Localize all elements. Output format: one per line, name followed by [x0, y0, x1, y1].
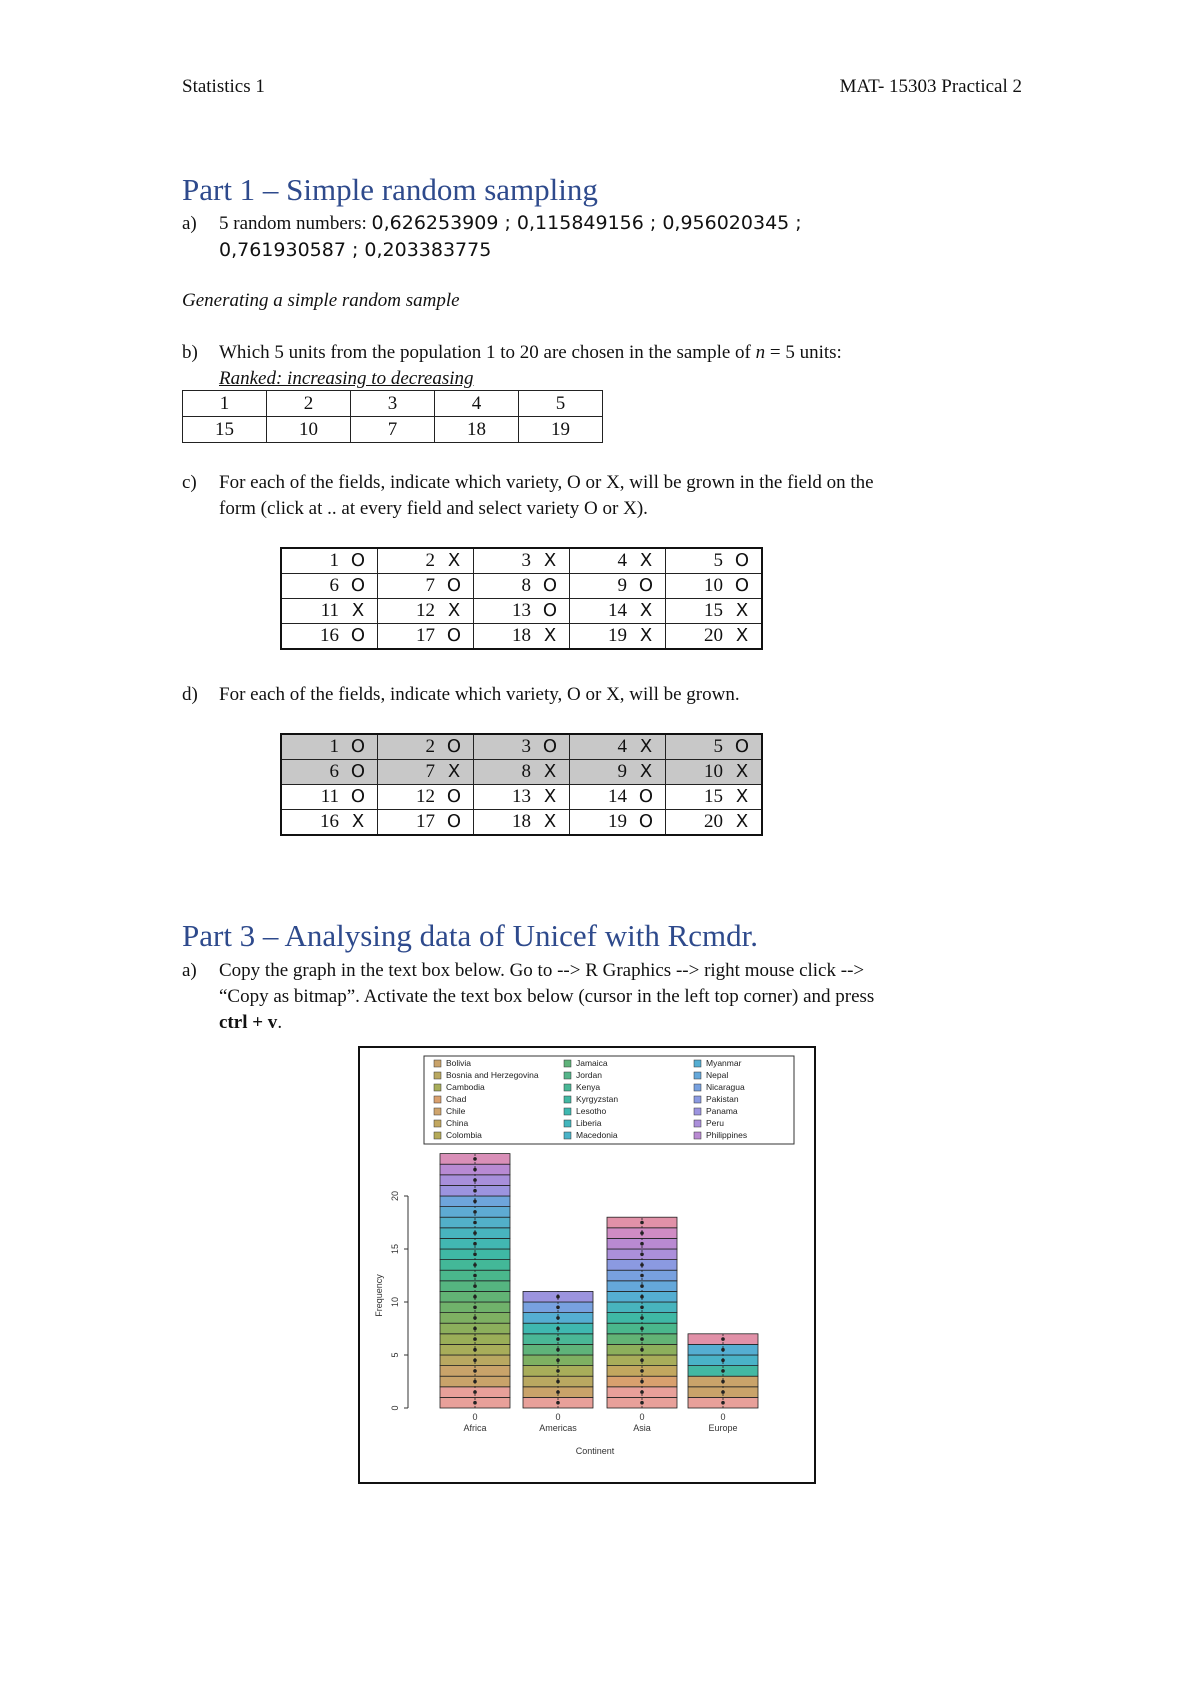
legend-entry: Myanmar — [706, 1058, 742, 1068]
field-number: 3 — [521, 550, 531, 571]
field-cell[interactable] — [570, 574, 666, 599]
rank-cell: 1 — [183, 391, 267, 417]
field-cell[interactable] — [666, 760, 763, 785]
field-number: 2 — [425, 550, 435, 571]
field-variety: X — [447, 600, 461, 621]
ranked-caption: Ranked: increasing to decreasing — [219, 368, 474, 389]
field-number: 2 — [425, 736, 435, 757]
field-variety: X — [735, 625, 749, 646]
category-zero-label: 0 — [555, 1412, 561, 1422]
field-variety: O — [446, 736, 462, 757]
field-number: 15 — [704, 600, 723, 621]
subheading: Generating a simple random sample — [182, 290, 460, 311]
item-d-text: For each of the fields, indicate which variety, O or X, will be grown. — [219, 684, 740, 705]
random-numbers-line1: 0,626253909 ; 0,115849156 ; 0,956020345 ; — [371, 212, 802, 234]
legend-entry: China — [446, 1118, 469, 1128]
legend-entry: Lesotho — [576, 1106, 607, 1116]
legend-swatch — [694, 1120, 701, 1127]
field-cell[interactable] — [378, 785, 474, 810]
field-variety: O — [542, 600, 558, 621]
legend-entry: Bolivia — [446, 1058, 472, 1068]
legend-swatch — [434, 1072, 441, 1079]
field-variety: O — [446, 575, 462, 596]
legend-swatch — [694, 1084, 701, 1091]
item-a-label: a) — [182, 213, 197, 234]
field-cell[interactable] — [474, 574, 570, 599]
grid-row — [281, 548, 762, 574]
item-b-n: n — [755, 342, 766, 363]
field-cell[interactable] — [474, 810, 570, 836]
field-cell[interactable] — [666, 810, 763, 836]
field-number: 19 — [608, 625, 627, 646]
legend-entry: Chile — [446, 1106, 466, 1116]
legend-swatch — [564, 1120, 571, 1127]
item-c-line1: For each of the fields, indicate which variety, O or X, will be grown in the field on the — [219, 472, 874, 493]
field-number: 5 — [713, 550, 723, 571]
field-cell[interactable] — [570, 624, 666, 650]
field-cell[interactable] — [281, 734, 378, 760]
random-numbers-line2: 0,761930587 ; 0,203383775 — [219, 239, 492, 261]
item-c-label: c) — [182, 472, 197, 493]
item-d — [182, 682, 740, 708]
field-variety: O — [350, 550, 366, 571]
legend-swatch — [434, 1108, 441, 1115]
field-variety: O — [446, 786, 462, 807]
field-cell[interactable] — [570, 599, 666, 624]
field-cell[interactable] — [666, 785, 763, 810]
part3-title: Part 3 – Analysing data of Unicef with Rcmdr. — [182, 918, 758, 953]
field-cell[interactable] — [666, 574, 763, 599]
legend-swatch — [694, 1096, 701, 1103]
bar-chart — [360, 1048, 814, 1482]
field-variety: X — [639, 761, 653, 782]
legend-entry: Cambodia — [446, 1082, 485, 1092]
field-number: 20 — [704, 625, 723, 646]
legend-swatch — [564, 1096, 571, 1103]
field-variety: O — [350, 761, 366, 782]
legend-swatch — [564, 1132, 571, 1139]
rank-cell: 2 — [267, 391, 351, 417]
header-left: Statistics 1 — [182, 76, 265, 97]
field-cell[interactable] — [378, 599, 474, 624]
field-variety: O — [350, 786, 366, 807]
field-number: 1 — [329, 736, 339, 757]
y-tick-label: 15 — [390, 1243, 400, 1255]
legend-swatch — [434, 1060, 441, 1067]
field-variety: X — [639, 600, 653, 621]
field-number: 7 — [425, 575, 435, 596]
field-cell[interactable] — [378, 734, 474, 760]
field-variety: O — [734, 550, 750, 571]
grid-row — [281, 574, 762, 599]
field-number: 16 — [320, 625, 339, 646]
field-number: 15 — [704, 786, 723, 807]
field-variety: O — [638, 811, 654, 832]
field-variety: O — [734, 736, 750, 757]
field-cell[interactable] — [474, 599, 570, 624]
field-cell[interactable] — [474, 760, 570, 785]
grid-row — [281, 810, 762, 836]
legend-swatch — [564, 1084, 571, 1091]
grid-row — [281, 624, 762, 650]
field-cell[interactable] — [570, 760, 666, 785]
legend-entry: Nepal — [706, 1070, 729, 1080]
field-cell[interactable] — [570, 734, 666, 760]
field-variety: X — [735, 761, 749, 782]
field-cell[interactable] — [281, 785, 378, 810]
item-b-label: b) — [182, 342, 198, 363]
field-number: 5 — [713, 736, 723, 757]
item-b-text-pre: Which 5 units from the population 1 to 20 are chosen in the sample of — [219, 342, 756, 363]
category-zero-label: 0 — [472, 1412, 478, 1422]
grid-row — [281, 785, 762, 810]
legend-swatch — [694, 1072, 701, 1079]
field-cell[interactable] — [378, 548, 474, 574]
part1-title: Part 1 – Simple random sampling — [182, 172, 598, 207]
field-number: 10 — [704, 761, 723, 782]
field-variety: X — [543, 550, 557, 571]
field-number: 8 — [521, 575, 531, 596]
x-tick-label: Americas — [539, 1423, 577, 1433]
part3-a-shortcut: ctrl + v — [219, 1012, 278, 1033]
legend-entry: Colombia — [446, 1130, 482, 1140]
rank-cell: 4 — [435, 391, 519, 417]
item-b — [182, 340, 842, 392]
field-variety: X — [351, 811, 365, 832]
legend-swatch — [694, 1108, 701, 1115]
field-cell[interactable] — [378, 624, 474, 650]
field-variety: X — [639, 736, 653, 757]
category-zero-label: 0 — [720, 1412, 726, 1422]
field-variety: O — [638, 786, 654, 807]
field-variety: O — [350, 736, 366, 757]
part3-a-line2: “Copy as bitmap”. Activate the text box below (cursor in the left top corner) and press — [219, 986, 875, 1007]
legend-entry: Kenya — [576, 1082, 601, 1092]
y-axis-label: Frequency — [374, 1274, 384, 1317]
legend-swatch — [694, 1060, 701, 1067]
rank-cell: 5 — [519, 391, 603, 417]
field-number: 13 — [512, 786, 531, 807]
field-number: 14 — [608, 786, 627, 807]
rank-row — [183, 391, 603, 417]
field-number: 17 — [416, 625, 435, 646]
field-number: 16 — [320, 811, 339, 832]
field-cell[interactable] — [378, 810, 474, 836]
grid-row — [281, 760, 762, 785]
field-cell[interactable] — [570, 810, 666, 836]
field-variety: O — [350, 625, 366, 646]
legend-swatch — [434, 1084, 441, 1091]
y-tick-label: 10 — [390, 1296, 400, 1308]
legend-entry: Pakistan — [706, 1094, 739, 1104]
y-tick-label: 5 — [390, 1352, 400, 1358]
legend-entry: Jamaica — [576, 1058, 608, 1068]
field-cell[interactable] — [281, 624, 378, 650]
x-tick-label: Africa — [463, 1423, 487, 1433]
part3-item-a — [182, 958, 874, 1036]
field-grid-d — [280, 733, 763, 836]
field-number: 9 — [617, 761, 627, 782]
field-variety: X — [543, 786, 557, 807]
legend-swatch — [434, 1120, 441, 1127]
field-cell[interactable] — [666, 624, 763, 650]
item-b-text-post: = 5 units: — [765, 342, 842, 363]
field-variety: O — [446, 625, 462, 646]
legend-entry: Chad — [446, 1094, 467, 1104]
part3-a-line1: Copy the graph in the text box below. Go to --> R Graphics --> right mouse click --> — [219, 960, 865, 981]
field-variety: X — [447, 761, 461, 782]
field-grid-c — [280, 547, 763, 650]
item-a — [182, 210, 802, 263]
field-cell[interactable] — [570, 785, 666, 810]
x-tick-label: Asia — [633, 1423, 651, 1433]
field-variety: O — [734, 575, 750, 596]
field-variety: X — [447, 550, 461, 571]
grid-row — [281, 599, 762, 624]
field-number: 6 — [329, 575, 339, 596]
field-number: 10 — [704, 575, 723, 596]
legend-swatch — [434, 1132, 441, 1139]
field-cell[interactable] — [474, 734, 570, 760]
x-tick-label: Europe — [708, 1423, 738, 1433]
grid-row — [281, 734, 762, 760]
legend-entry: Nicaragua — [706, 1082, 745, 1092]
legend-entry: Bosnia and Herzegovina — [446, 1070, 539, 1080]
legend-swatch — [564, 1060, 571, 1067]
field-variety: X — [543, 625, 557, 646]
y-tick-label: 20 — [390, 1190, 400, 1202]
field-number: 20 — [704, 811, 723, 832]
rank-table — [182, 390, 603, 443]
field-number: 1 — [329, 550, 339, 571]
legend-entry: Kyrgyzstan — [576, 1094, 619, 1104]
field-variety: X — [639, 625, 653, 646]
field-variety: X — [543, 761, 557, 782]
field-number: 9 — [617, 575, 627, 596]
field-number: 18 — [512, 625, 531, 646]
x-axis-label: Continent — [575, 1446, 615, 1456]
part3-item-a-label: a) — [182, 960, 197, 981]
unit-row — [183, 417, 603, 443]
unit-cell: 10 — [267, 417, 351, 443]
legend-swatch — [434, 1096, 441, 1103]
y-tick-label: 0 — [390, 1405, 400, 1411]
field-variety: O — [350, 575, 366, 596]
field-number: 8 — [521, 761, 531, 782]
item-a-text: 5 random numbers: — [219, 213, 372, 234]
category-zero-label: 0 — [639, 1412, 645, 1422]
field-cell[interactable] — [474, 548, 570, 574]
field-number: 11 — [320, 786, 339, 807]
field-number: 12 — [416, 786, 435, 807]
field-variety: O — [638, 575, 654, 596]
field-number: 3 — [521, 736, 531, 757]
legend-entry: Peru — [706, 1118, 724, 1128]
item-c-line2: form (click at .. at every field and select variety O or X). — [219, 498, 648, 519]
field-variety: O — [542, 736, 558, 757]
field-cell[interactable] — [281, 760, 378, 785]
field-cell[interactable] — [281, 574, 378, 599]
field-variety: X — [735, 600, 749, 621]
field-variety: X — [639, 550, 653, 571]
field-cell[interactable] — [378, 760, 474, 785]
field-cell[interactable] — [474, 624, 570, 650]
legend-entry: Jordan — [576, 1070, 602, 1080]
field-variety: X — [543, 811, 557, 832]
field-number: 11 — [320, 600, 339, 621]
field-cell[interactable] — [281, 548, 378, 574]
field-number: 12 — [416, 600, 435, 621]
part3-a-end: . — [277, 1012, 283, 1033]
chart-textbox[interactable] — [358, 1046, 816, 1484]
field-number: 14 — [608, 600, 627, 621]
field-number: 19 — [608, 811, 627, 832]
unit-cell: 7 — [351, 417, 435, 443]
field-number: 17 — [416, 811, 435, 832]
field-cell[interactable] — [281, 810, 378, 836]
field-variety: X — [735, 811, 749, 832]
field-number: 6 — [329, 761, 339, 782]
field-cell[interactable] — [474, 785, 570, 810]
unit-cell: 15 — [183, 417, 267, 443]
field-number: 18 — [512, 811, 531, 832]
field-variety: X — [351, 600, 365, 621]
field-cell[interactable] — [570, 548, 666, 574]
header-right: MAT- 15303 Practical 2 — [839, 76, 1022, 97]
legend-swatch — [564, 1072, 571, 1079]
legend-entry: Macedonia — [576, 1130, 618, 1140]
legend-entry: Liberia — [576, 1118, 602, 1128]
field-variety: X — [735, 786, 749, 807]
field-number: 4 — [617, 736, 627, 757]
unit-cell: 19 — [519, 417, 603, 443]
field-number: 4 — [617, 550, 627, 571]
field-cell[interactable] — [378, 574, 474, 599]
field-cell[interactable] — [281, 599, 378, 624]
rank-cell: 3 — [351, 391, 435, 417]
legend-swatch — [564, 1108, 571, 1115]
unit-cell: 18 — [435, 417, 519, 443]
field-number: 7 — [425, 761, 435, 782]
item-d-label: d) — [182, 684, 198, 705]
field-variety: O — [542, 575, 558, 596]
legend-entry: Panama — [706, 1106, 738, 1116]
item-c — [182, 470, 874, 522]
legend-entry: Philippines — [706, 1130, 748, 1140]
legend-swatch — [694, 1132, 701, 1139]
field-cell[interactable] — [666, 548, 763, 574]
field-cell[interactable] — [666, 734, 763, 760]
field-variety: O — [446, 811, 462, 832]
field-number: 13 — [512, 600, 531, 621]
field-cell[interactable] — [666, 599, 763, 624]
